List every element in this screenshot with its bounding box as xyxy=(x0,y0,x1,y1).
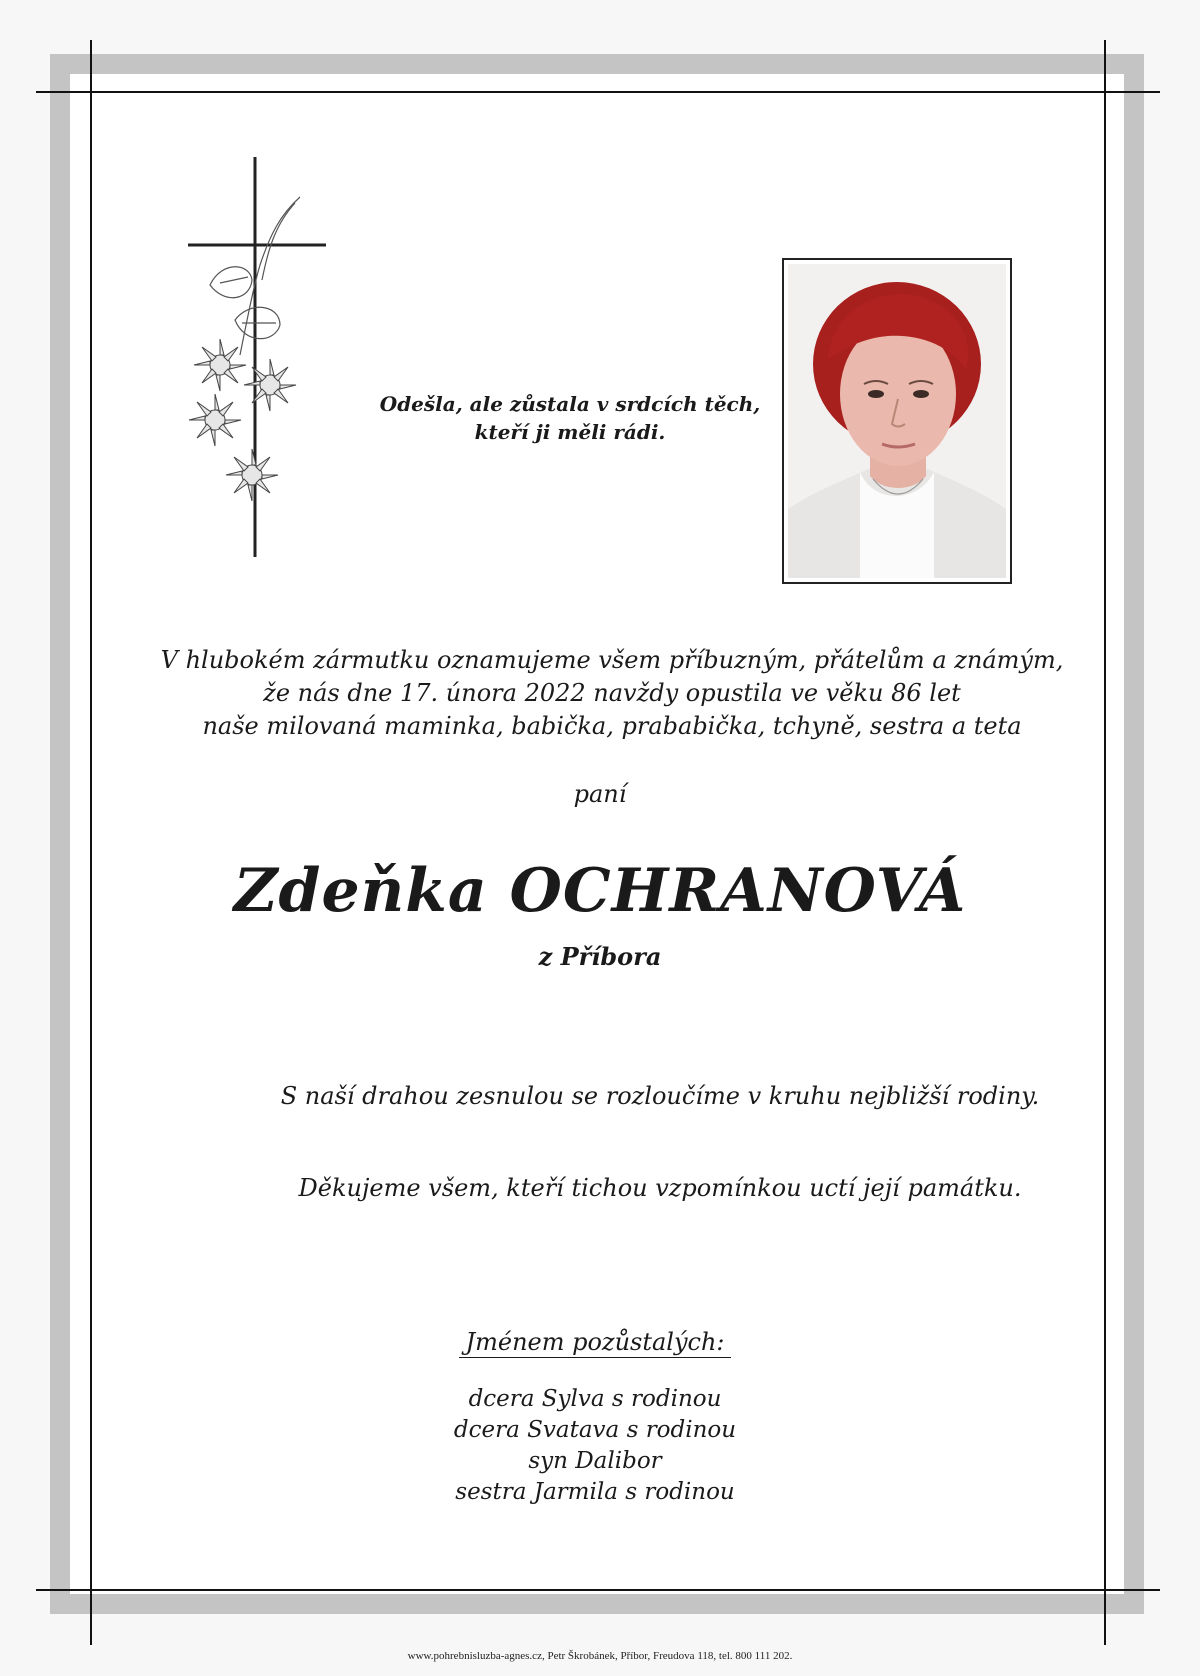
announcement xyxy=(120,644,1104,743)
frame-band-bottom xyxy=(50,1594,1144,1614)
frame-band-right xyxy=(1124,54,1144,1614)
salutation: paní xyxy=(573,780,627,808)
funeral-service-footer: www.pohrebnisluzba-agnes.cz, Petr Škrobánek, Příbor, Freudova 118, tel. 800 111 202. xyxy=(407,1650,793,1662)
frame-rule-top xyxy=(36,91,1160,93)
deceased-origin: z Příbora xyxy=(538,942,662,971)
mourners-list xyxy=(0,1384,1190,1508)
motto-line-1: Odešla, ale zůstala v srdcích těch, xyxy=(379,392,761,416)
mourner-item: dcera Svatava s rodinou xyxy=(453,1417,737,1443)
thanks-text: Děkujeme všem, kteří tichou vzpomínkou uctí její památku. xyxy=(298,1174,1022,1202)
announcement-line-3: naše milovaná maminka, babička, prababička, tchyně, sestra a teta xyxy=(202,712,1022,740)
mourner-item: syn Dalibor xyxy=(528,1448,662,1474)
on-behalf-label: Jménem pozůstalých: xyxy=(459,1328,730,1358)
frame-rule-bottom xyxy=(36,1589,1160,1591)
farewell-text: S naší drahou zesnulou se rozloučíme v kruhu nejbližší rodiny. xyxy=(280,1082,1040,1110)
mourner-item: sestra Jarmila s rodinou xyxy=(455,1479,735,1505)
on-behalf-heading xyxy=(0,1328,1190,1356)
announcement-line-1: V hlubokém zármutku oznamujeme všem příbuzným, přátelům a známým, xyxy=(160,646,1064,674)
portrait-photo xyxy=(782,258,1012,584)
portrait-drawing xyxy=(788,264,1006,578)
mourner-item: dcera Sylva s rodinou xyxy=(468,1386,722,1412)
frame-band-left xyxy=(50,54,70,1614)
frame-band-top xyxy=(50,54,1144,74)
announcement-line-2: že nás dne 17. února 2022 navždy opustila ve věku 86 let xyxy=(263,679,961,707)
motto-line-2: kteří ji měli rádi. xyxy=(474,420,666,444)
portrait-image xyxy=(788,264,1006,578)
deceased-name: Zdeňka OCHRANOVÁ xyxy=(233,856,967,926)
motto xyxy=(350,390,790,446)
cross-with-flowers-icon xyxy=(180,155,330,560)
